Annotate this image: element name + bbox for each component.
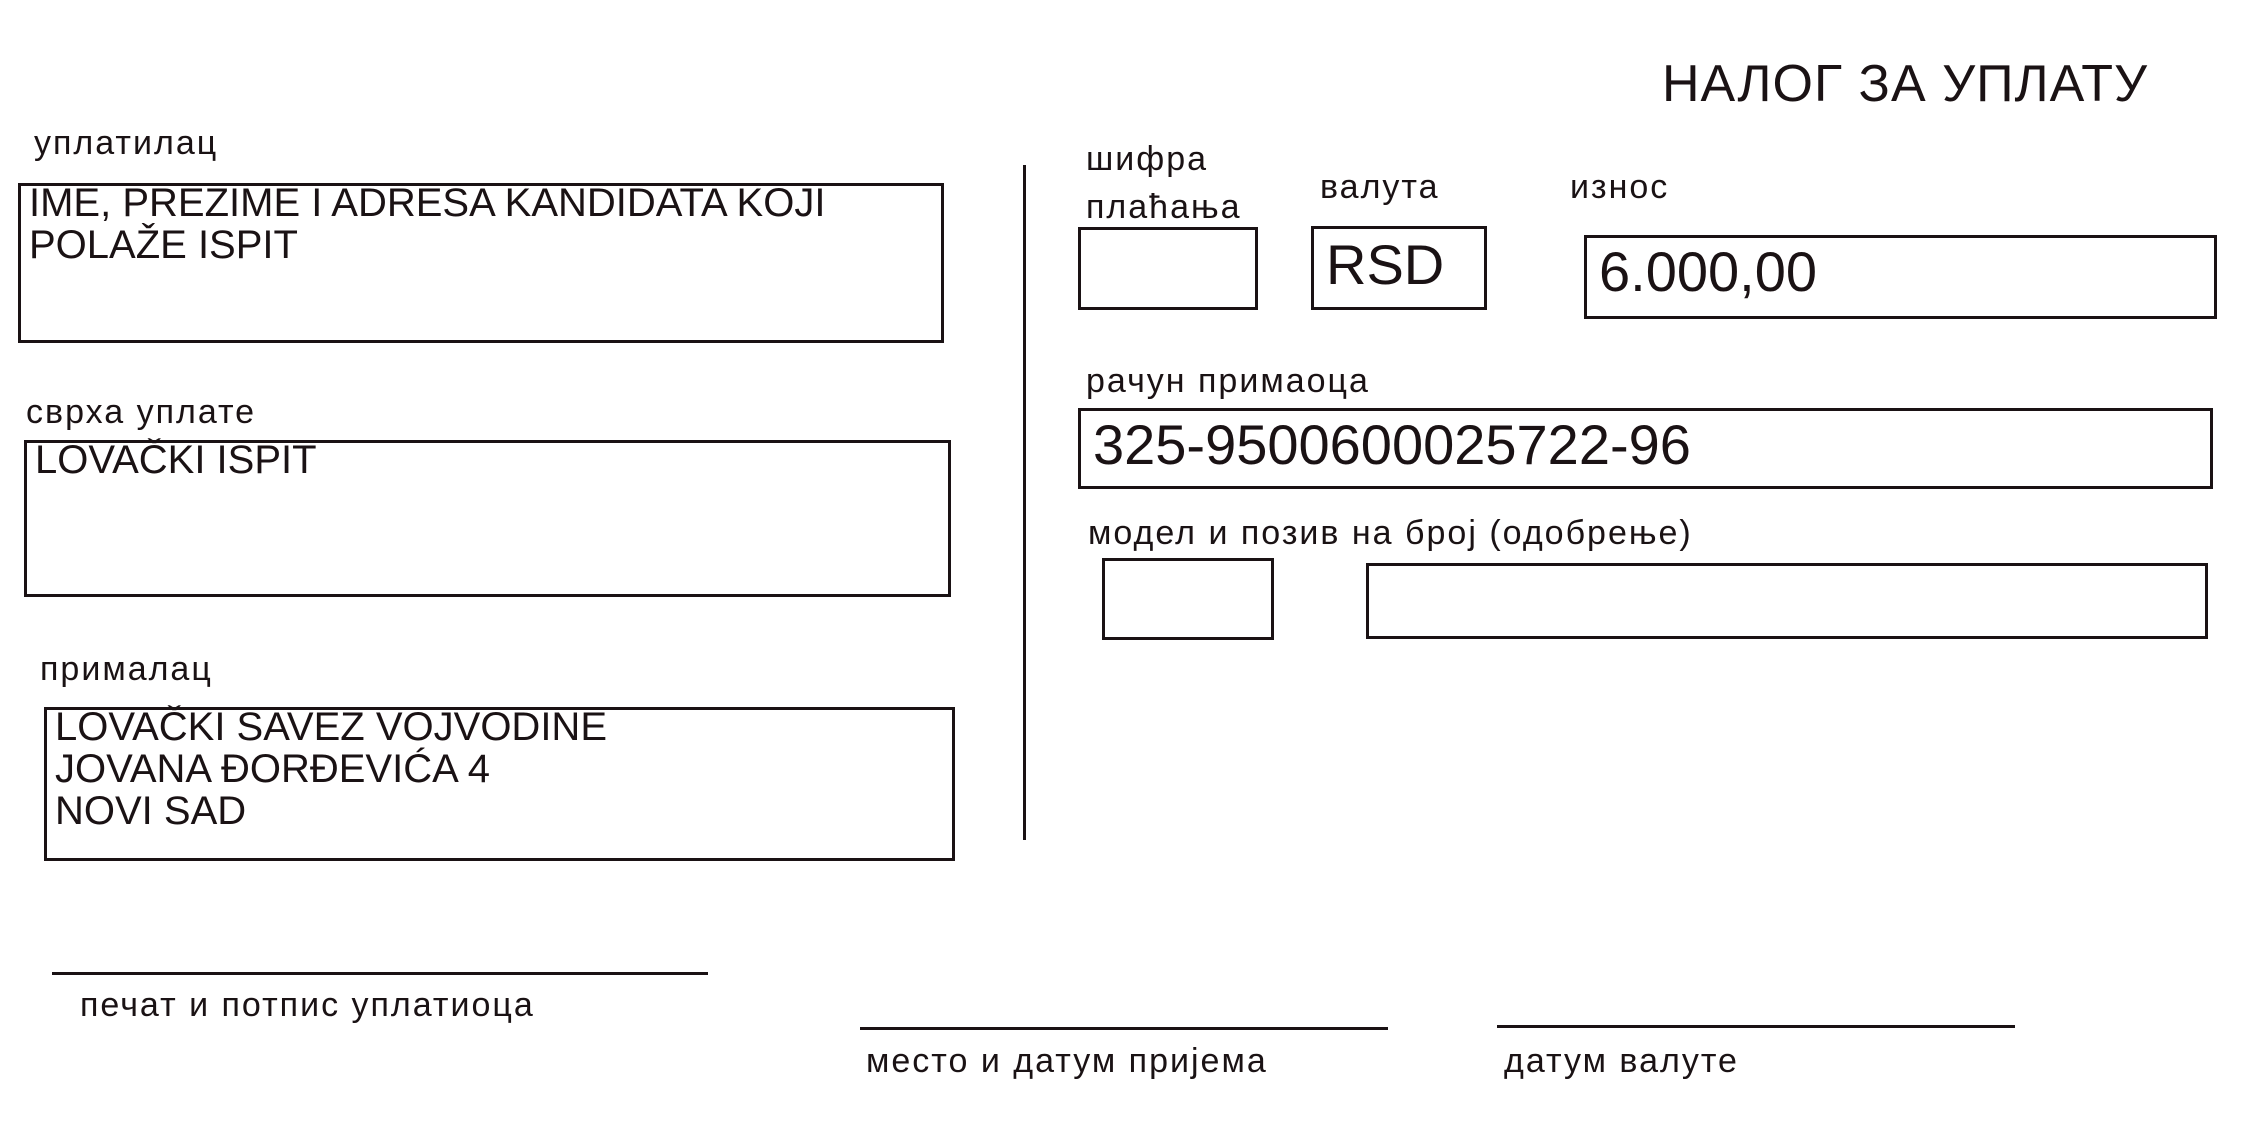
recipient-account-label: рачун примаоца (1086, 362, 1370, 400)
form-title: НАЛОГ ЗА УПЛАТУ (1662, 55, 2149, 113)
amount-label: износ (1570, 168, 1670, 206)
recipient-account-field[interactable] (1078, 408, 2213, 489)
payer-field[interactable] (18, 183, 944, 343)
model-value (1105, 561, 1271, 569)
value-date-line (1497, 1025, 2015, 1028)
place-date-line (860, 1027, 1388, 1030)
model-reference-label: модел и позив на број (одобрење) (1088, 514, 1693, 552)
recipient-account-value: 325-9500600025722-96 (1093, 413, 1691, 476)
recipient-value: LOVAČKI SAVEZ VOJVODINE JOVANA ĐORĐEVIĆA 4 NOVI SAD (55, 705, 607, 833)
currency-value: RSD (1326, 233, 1445, 296)
reference-number-field[interactable] (1366, 563, 2208, 639)
place-date-label: место и датум пријема (866, 1042, 1268, 1080)
payer-label: уплатилац (34, 124, 219, 162)
amount-value: 6.000,00 (1599, 240, 1817, 303)
reference-number-value (1369, 566, 2205, 574)
amount-field[interactable] (1584, 235, 2217, 319)
payer-value: IME, PREZIME I ADRESA KANDIDATA KOJI POLAŽE ISPIT (29, 181, 826, 267)
signature-line (52, 972, 708, 975)
recipient-field[interactable] (44, 707, 955, 861)
currency-label: валута (1320, 168, 1440, 206)
purpose-label: сврха уплате (26, 393, 257, 431)
column-divider (1023, 165, 1026, 840)
value-date-label: датум валуте (1504, 1042, 1739, 1080)
signature-label: печат и потпис уплатиоца (80, 986, 535, 1024)
purpose-value: LOVAČKI ISPIT (35, 438, 317, 482)
model-field[interactable] (1102, 558, 1274, 640)
payment-code-label-line1: шифра (1086, 140, 1209, 178)
payment-code-field[interactable] (1078, 227, 1258, 310)
payment-code-label-line2: плаћања (1086, 188, 1242, 226)
recipient-label: прималац (40, 650, 213, 688)
payment-code-value (1081, 230, 1255, 238)
purpose-field[interactable] (24, 440, 951, 597)
currency-field[interactable] (1311, 226, 1487, 310)
